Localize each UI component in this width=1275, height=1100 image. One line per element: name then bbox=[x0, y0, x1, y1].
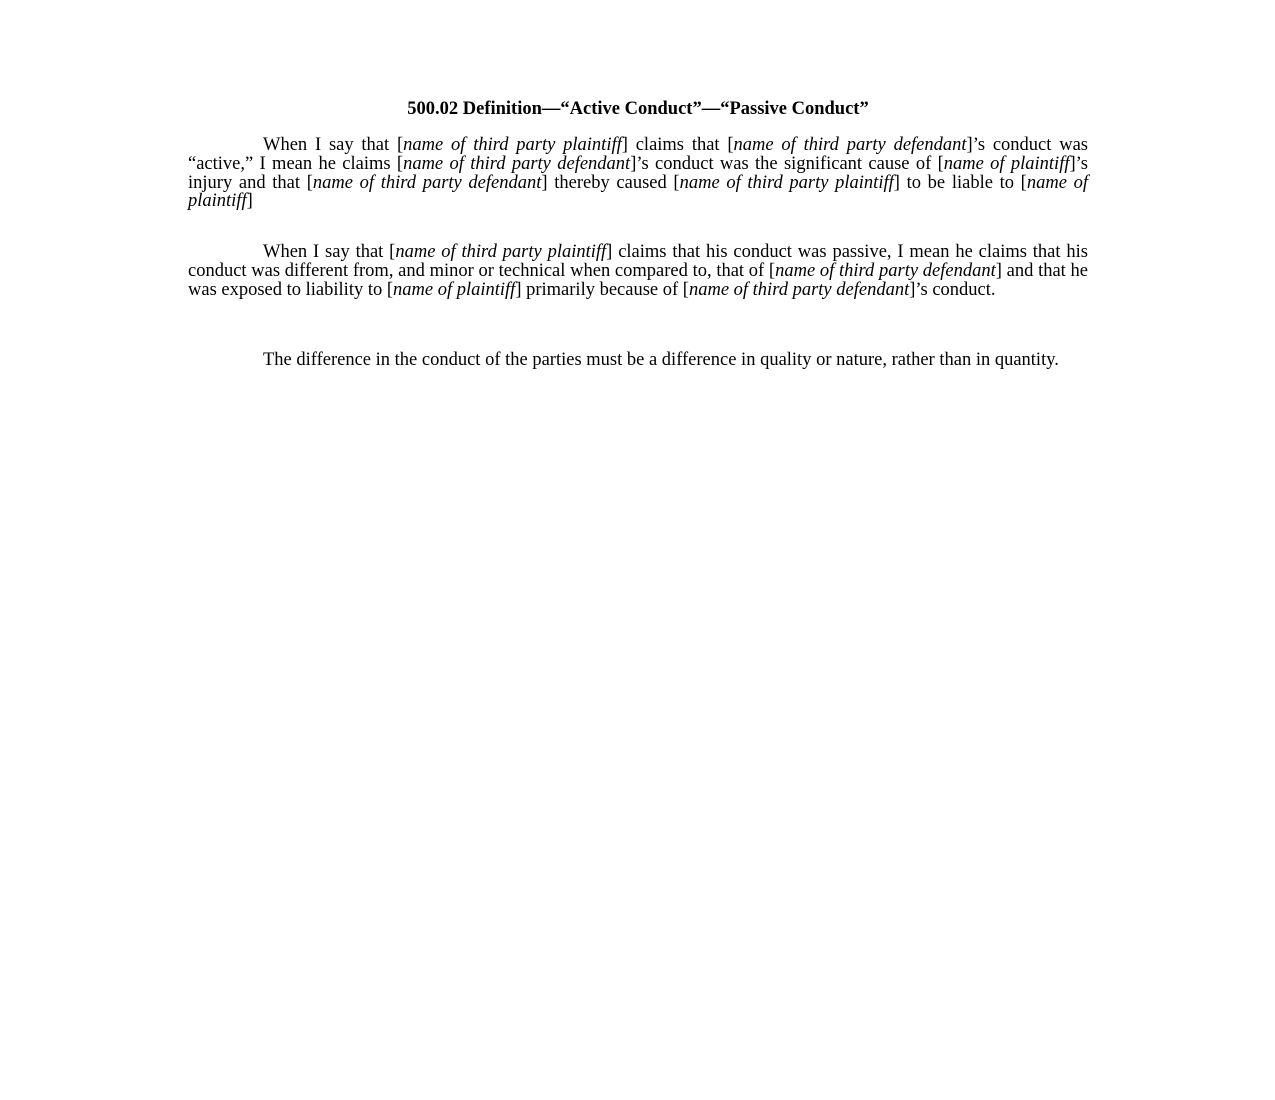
placeholder-text: name of plaintiff bbox=[188, 172, 1088, 212]
text-segment: ] primarily because of [ bbox=[515, 279, 689, 300]
placeholder-text: name of plaintiff bbox=[943, 153, 1070, 174]
text-segment: ] claims that his conduct was passive, I mean he claims that his conduct was different from, and minor or technical when compared to, that of [ bbox=[188, 242, 1088, 281]
placeholder-text: name of third party plaintiff bbox=[403, 135, 622, 155]
placeholder-text: name of third party defendant bbox=[733, 135, 967, 155]
placeholder-text: name of plaintiff bbox=[393, 279, 516, 300]
placeholder-text: name of third party plaintiff bbox=[395, 242, 607, 262]
text-segment: ] and that he was exposed to liability to [ bbox=[188, 260, 1088, 300]
text-segment: ] thereby caused [ bbox=[541, 172, 680, 193]
text-segment: When I say that [ bbox=[263, 135, 404, 155]
page-title: 500.02 Definition—“Active Conduct”—“Passive Conduct” bbox=[407, 99, 869, 119]
text-segment: ]’s conduct was “active,” I mean he claims [ bbox=[188, 135, 1088, 174]
text-segment: When I say that [ bbox=[263, 242, 396, 262]
placeholder-text: name of third party defendant bbox=[403, 153, 631, 174]
text-segment: The difference in the conduct of the parties must be a difference in quality or nature, rather than in quantity. bbox=[263, 350, 1059, 370]
text-segment: ]’s conduct was the significant cause of [ bbox=[630, 153, 944, 174]
paragraph-difference bbox=[188, 351, 1088, 370]
placeholder-text: name of third party plaintiff bbox=[679, 172, 894, 193]
placeholder-text: name of third party defendant bbox=[312, 172, 542, 193]
placeholder-text: name of third party defendant bbox=[775, 260, 996, 281]
text-segment: ] to be liable to [ bbox=[893, 172, 1027, 193]
text-segment: ]’s conduct. bbox=[909, 279, 996, 300]
paragraph-passive-conduct bbox=[188, 243, 1088, 299]
text-segment: ] claims that [ bbox=[621, 135, 734, 155]
placeholder-text: name of third party defendant bbox=[688, 279, 910, 300]
paragraph-active-conduct bbox=[188, 136, 1088, 211]
text-segment: ] bbox=[246, 191, 253, 212]
text-segment: ]’s injury and that [ bbox=[188, 153, 1088, 193]
